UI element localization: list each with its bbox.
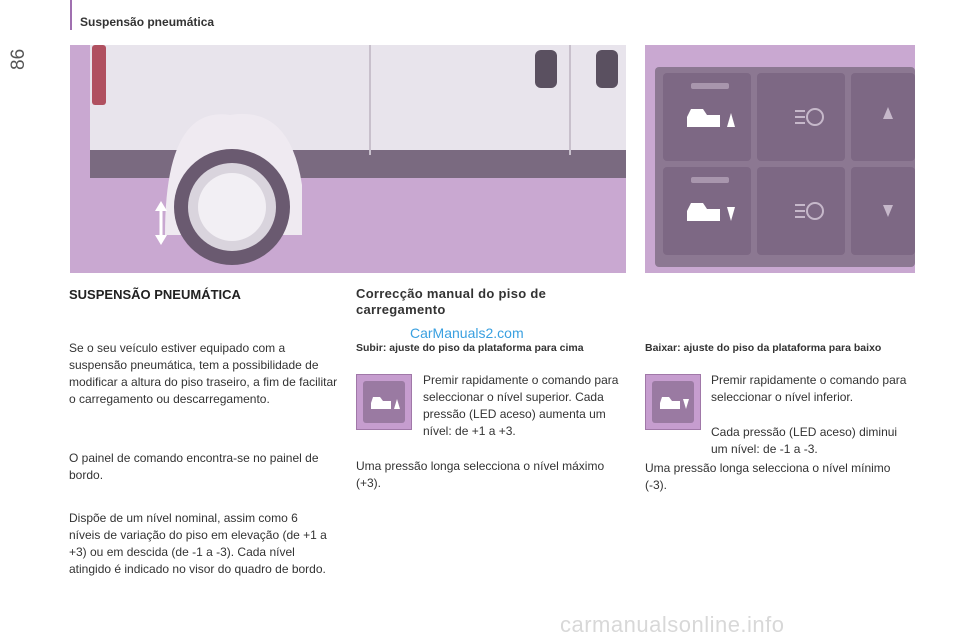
van-down-icon	[660, 397, 689, 409]
lower-instruction: Premir rapidamente o comando para seleccionar o nível inferior.	[711, 373, 907, 404]
manual-correction-heading: Correcção manual do piso de carregamento	[356, 286, 547, 317]
van-rear-suspension-illustration	[70, 45, 626, 273]
dashboard-switch-panel-illustration	[645, 45, 915, 273]
panel-location-paragraph: O painel de comando encontra-se no painel de bordo.	[69, 451, 319, 482]
lower-long-press: Uma pressão longa selecciona o nível mínimo (-3).	[645, 461, 891, 492]
main-heading: SUSPENSÃO PNEUMÁTICA	[69, 287, 241, 302]
raise-long-press: Uma pressão longa selecciona o nível máximo (+3).	[356, 459, 605, 490]
raise-subheading: Subir: ajuste do piso da plataforma para cima	[356, 342, 584, 354]
intro-paragraph: Se o seu veículo estiver equipado com a suspensão pneumática, tem a possibilidade de modificar a altura do piso traseiro, a fim de facilitar o carregamento ou descarregamento.	[69, 341, 338, 406]
header-accent-bar	[70, 0, 72, 30]
page-number: 86	[8, 48, 29, 70]
lower-subheading: Baixar: ajuste do piso da plataforma para baixo	[645, 342, 882, 354]
levels-paragraph: Dispõe de um nível nominal, assim como 6 níveis de variação do piso em elevação (de +1 a +3) ou em descida (de -1 a -3). Cada nível atingido é indicado no visor do quadro de bordo.	[69, 511, 327, 576]
footer-watermark: carmanualsonline.info	[560, 612, 785, 637]
section-title: Suspensão pneumática	[80, 15, 215, 29]
raise-instruction: Premir rapidamente o comando para seleccionar o nível superior. Cada pressão (LED aceso) aumenta um nível: de +1 a +3.	[423, 373, 619, 438]
carmanuals-watermark: CarManuals2.com	[410, 325, 524, 341]
lower-button-image	[645, 374, 701, 430]
van-up-icon	[371, 397, 400, 409]
lower-instruction-2: Cada pressão (LED aceso) diminui um nível: de -1 a -3.	[711, 425, 898, 456]
raise-button-image	[356, 374, 412, 430]
